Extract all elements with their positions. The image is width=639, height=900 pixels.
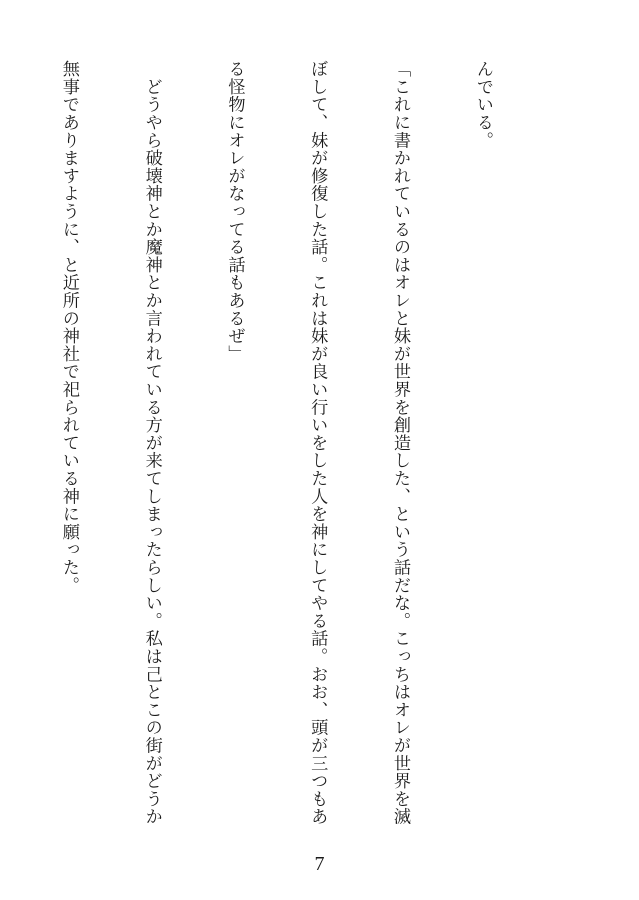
text-line: んでいる。 — [472, 60, 493, 149]
page-number: 7 — [314, 853, 325, 875]
vertical-text-body — [58, 60, 551, 840]
text-line: る怪物にオレがなってる話もあるぜ」 — [224, 60, 245, 363]
text-line: 無事でありますように、と近所の神社で祀られている神に願った。 — [58, 60, 79, 594]
text-line: どうやら破壊神とか魔神とか言われている方が来てしまったらしい。私は己とこの街がどうか — [141, 60, 162, 826]
text-line: 「これに書かれているのはオレと妹が世界を創造した、という話だな。こっちはオレが世界を滅 — [390, 60, 411, 826]
text-line: ぼして、妹が修復した話。これは妹が良い行いをした人を神にしてやる話。おお、頭が三つもあ — [307, 60, 328, 826]
